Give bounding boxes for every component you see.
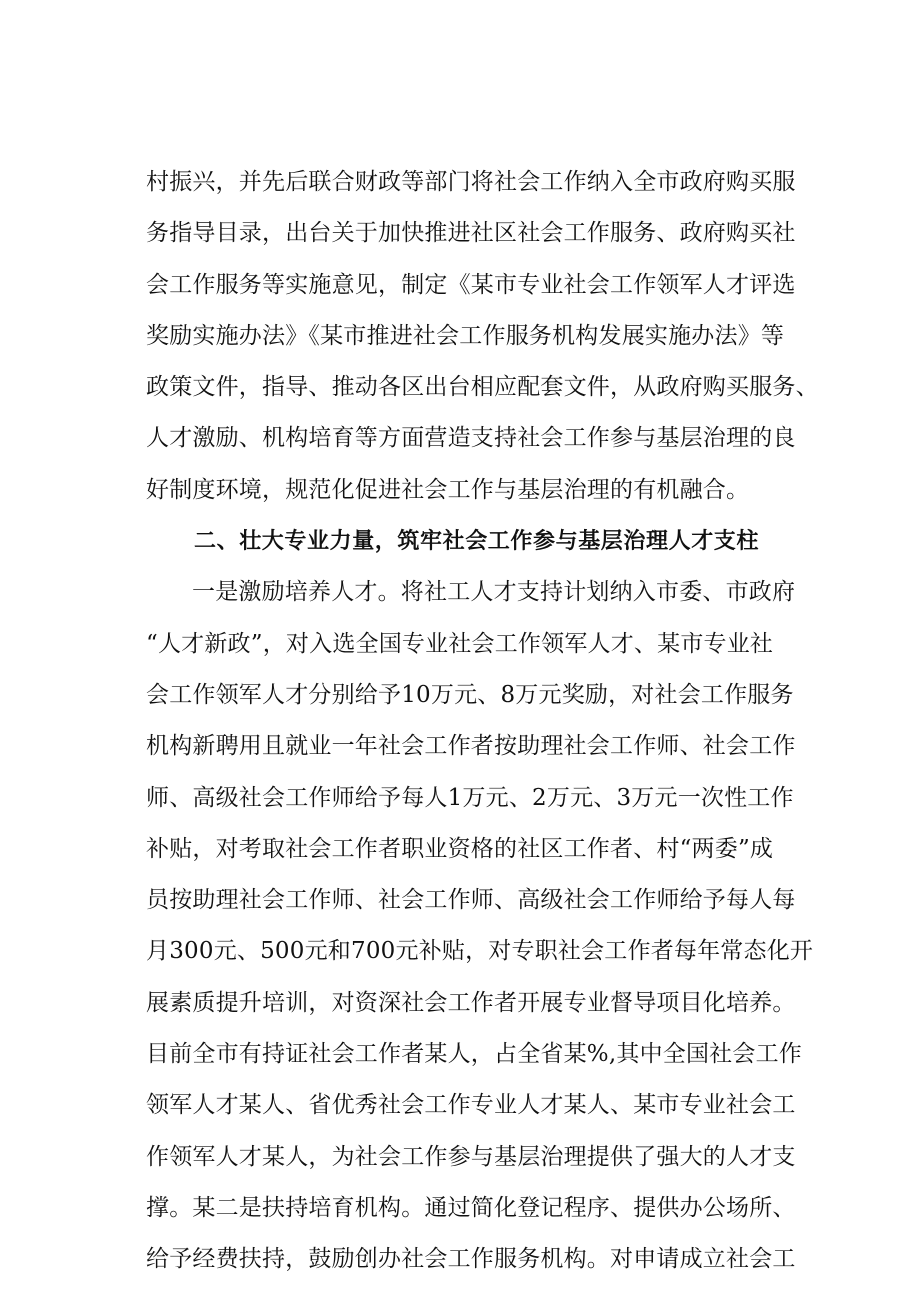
section-line: 目前全市有持证社会工作者某人，占全省某%,其中全国社会工作 [146, 1041, 802, 1068]
section-line: 会工作领军人才分别给予10万元、8万元奖励，对社会工作服务 [146, 681, 794, 708]
section-line: 给予经费扶持，鼓励创办社会工作服务机构。对申请成立社会工 [146, 1246, 796, 1273]
section-line: 师、高级社会工作师给予每人1万元、2万元、3万元一次性工作 [146, 784, 794, 811]
section-line: 机构新聘用且就业一年社会工作者按助理社会工作师、社会工作 [146, 733, 796, 760]
paragraph-line: 村振兴，并先后联合财政等部门将社会工作纳入全市政府购买服 [146, 169, 796, 195]
section-line: 领军人才某人、省优秀社会工作专业人才某人、某市专业社会工 [146, 1092, 796, 1119]
paragraph-line: 人才激励、机构培育等方面营造支持社会工作参与基层治理的良 [146, 425, 796, 452]
section-line: 员按助理社会工作师、社会工作师、高级社会工作师给予每人每 [146, 887, 796, 914]
section-line: 作领军人才某人，为社会工作参与基层治理提供了强大的人才支 [146, 1143, 796, 1170]
section-heading: 二、壮大专业力量，筑牢社会工作参与基层治理人才支柱 [194, 529, 760, 555]
section-line: 月300元、500元和700元补贴，对专职社会工作者每年常态化开 [146, 938, 814, 965]
paragraph-line: 好制度环境，规范化促进社会工作与基层治理的有机融合。 [146, 476, 750, 503]
section-line: “人才新政”，对入选全国专业社会工作领军人才、某市专业社 [146, 630, 774, 657]
section-line: 补贴，对考取社会工作者职业资格的社区工作者、村“两委”成 [146, 835, 774, 862]
section-line: 一是激励培养人才。将社工人才支持计划纳入市委、市政府 [192, 579, 796, 606]
paragraph-line: 奖励实施办法》《某市推进社会工作服务机构发展实施办法》等 [146, 322, 785, 349]
document-body [146, 157, 819, 1286]
paragraph-line: 务指导目录，出台关于加快推进社区社会工作服务、政府购买社 [146, 220, 796, 247]
section-line: 展素质提升培训，对资深社会工作者开展专业督导项目化培养。 [146, 989, 796, 1016]
section-line: 撑。某二是扶持培育机构。通过简化登记程序、提供办公场所、 [146, 1194, 796, 1221]
paragraph-line: 会工作服务等实施意见，制定《某市专业社会工作领军人才评选 [146, 271, 796, 298]
paragraph-line: 政策文件，指导、推动各区出台相应配套文件，从政府购买服务、 [146, 374, 819, 401]
